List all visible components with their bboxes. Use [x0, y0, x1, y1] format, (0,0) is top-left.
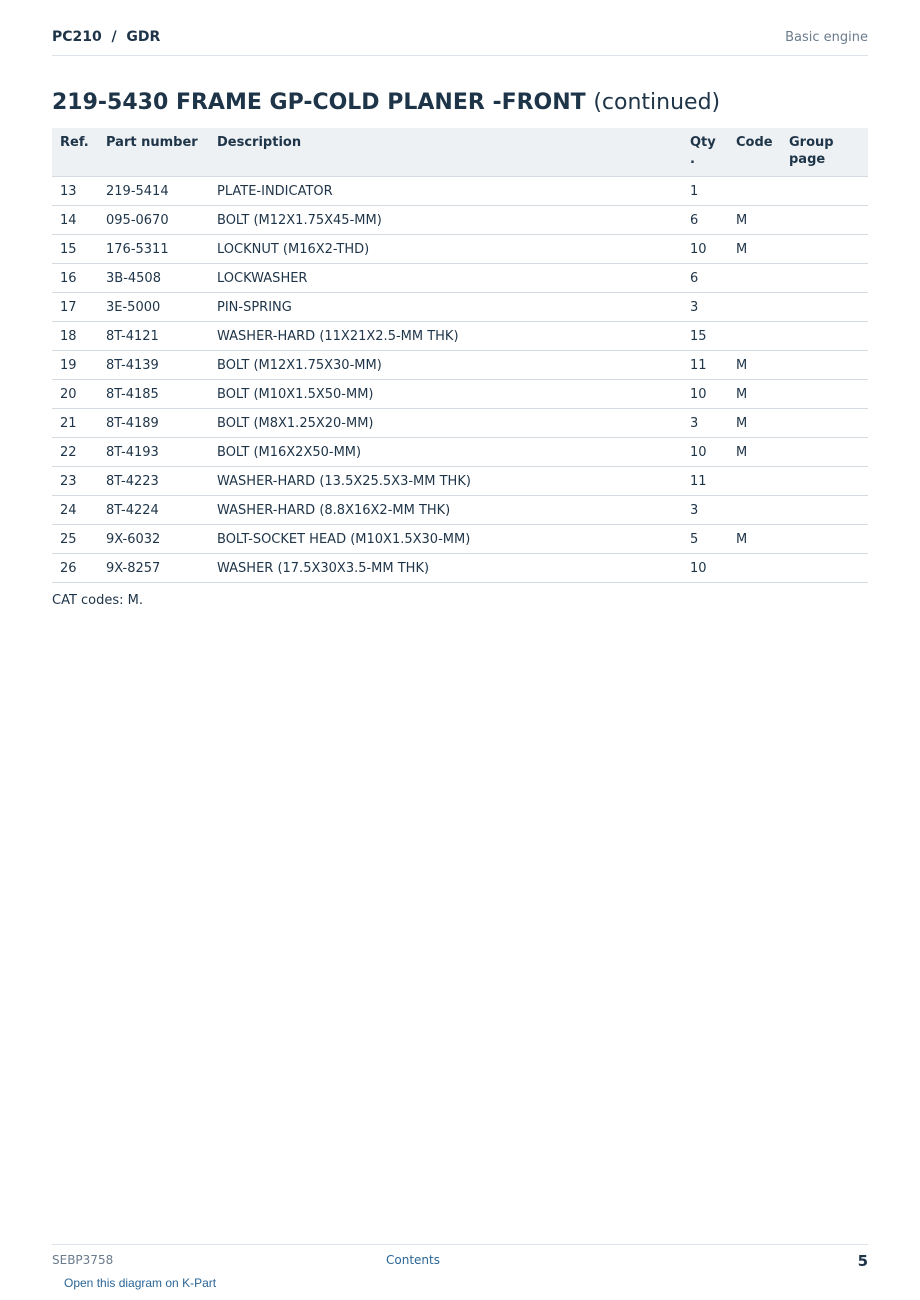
table-row	[52, 293, 868, 322]
qty-cell: 10	[682, 380, 728, 409]
table-row	[52, 177, 868, 206]
table-row	[52, 554, 868, 583]
part-number-cell: 176-5311	[98, 235, 209, 264]
table-row	[52, 409, 868, 438]
ref-cell: 15	[52, 235, 98, 264]
qty-cell: 11	[682, 351, 728, 380]
part-number-cell: 095-0670	[98, 206, 209, 235]
qty-cell: 6	[682, 264, 728, 293]
ref-cell: 25	[52, 525, 98, 554]
page-title-suffix: (continued)	[593, 90, 721, 115]
description-cell: BOLT (M12X1.75X45-MM)	[209, 206, 682, 235]
description-cell: BOLT-SOCKET HEAD (M10X1.5X30-MM)	[209, 525, 682, 554]
group-page-cell	[781, 177, 868, 206]
page-title-main: 219-5430 FRAME GP-COLD PLANER -FRONT	[52, 90, 586, 115]
qty-cell: 15	[682, 322, 728, 351]
cat-codes-note: CAT codes: M.	[52, 593, 144, 608]
part-number-cell: 8T-4224	[98, 496, 209, 525]
description-cell: PIN-SPRING	[209, 293, 682, 322]
qty-cell: 3	[682, 409, 728, 438]
code-cell: M	[728, 409, 781, 438]
code-cell	[728, 554, 781, 583]
column-header-ref: Ref.	[52, 128, 98, 177]
table-row	[52, 380, 868, 409]
qty-cell: 11	[682, 467, 728, 496]
page-title	[52, 88, 720, 118]
table-row	[52, 467, 868, 496]
group-page-cell	[781, 409, 868, 438]
qty-cell: 1	[682, 177, 728, 206]
qty-cell: 3	[682, 496, 728, 525]
part-number-cell: 3E-5000	[98, 293, 209, 322]
code-cell	[728, 496, 781, 525]
description-cell: LOCKWASHER	[209, 264, 682, 293]
column-header-description: Description	[209, 128, 682, 177]
group-page-cell	[781, 206, 868, 235]
column-header-qty: Qty .	[682, 128, 728, 177]
ref-cell: 13	[52, 177, 98, 206]
code-cell: M	[728, 351, 781, 380]
group-page-cell	[781, 264, 868, 293]
column-header-code: Code	[728, 128, 781, 177]
column-header-part-number: Part number	[98, 128, 209, 177]
table-row	[52, 525, 868, 554]
table-row	[52, 438, 868, 467]
table-row	[52, 322, 868, 351]
ref-cell: 19	[52, 351, 98, 380]
code-cell: M	[728, 380, 781, 409]
code-cell: M	[728, 525, 781, 554]
ref-cell: 24	[52, 496, 98, 525]
page-footer	[52, 1244, 868, 1295]
table-row	[52, 351, 868, 380]
description-cell: WASHER-HARD (13.5X25.5X3-MM THK)	[209, 467, 682, 496]
part-number-cell: 8T-4185	[98, 380, 209, 409]
qty-cell: 10	[682, 235, 728, 264]
ref-cell: 16	[52, 264, 98, 293]
ref-cell: 26	[52, 554, 98, 583]
ref-cell: 23	[52, 467, 98, 496]
code-cell: M	[728, 235, 781, 264]
group-page-cell	[781, 380, 868, 409]
group-page-cell	[781, 554, 868, 583]
part-number-cell: 8T-4139	[98, 351, 209, 380]
group-page-cell	[781, 293, 868, 322]
open-kpart-link[interactable]: Open this diagram on K-Part	[64, 1276, 217, 1290]
document-id: SEBP3758	[52, 1253, 114, 1267]
qty-cell: 6	[682, 206, 728, 235]
code-cell	[728, 177, 781, 206]
table-row	[52, 496, 868, 525]
table-row	[52, 264, 868, 293]
part-number-cell: 219-5414	[98, 177, 209, 206]
ref-cell: 14	[52, 206, 98, 235]
code-cell: M	[728, 206, 781, 235]
page-header	[52, 28, 868, 56]
group-page-cell	[781, 525, 868, 554]
part-number-cell: 9X-6032	[98, 525, 209, 554]
group-page-cell	[781, 235, 868, 264]
ref-cell: 20	[52, 380, 98, 409]
group-page-cell	[781, 467, 868, 496]
group-page-cell	[781, 496, 868, 525]
description-cell: PLATE-INDICATOR	[209, 177, 682, 206]
breadcrumb: PC210 / GDR	[52, 29, 161, 45]
part-number-cell: 8T-4189	[98, 409, 209, 438]
parts-table	[52, 128, 868, 583]
qty-cell: 10	[682, 554, 728, 583]
ref-cell: 21	[52, 409, 98, 438]
section-name: Basic engine	[785, 30, 868, 45]
page-number: 5	[857, 1252, 868, 1270]
description-cell: BOLT (M12X1.75X30-MM)	[209, 351, 682, 380]
description-cell: BOLT (M16X2X50-MM)	[209, 438, 682, 467]
qty-cell: 5	[682, 525, 728, 554]
code-cell	[728, 322, 781, 351]
description-cell: WASHER-HARD (8.8X16X2-MM THK)	[209, 496, 682, 525]
description-cell: WASHER-HARD (11X21X2.5-MM THK)	[209, 322, 682, 351]
column-header-group-page: Group page	[781, 128, 868, 177]
description-cell: BOLT (M8X1.25X20-MM)	[209, 409, 682, 438]
table-row	[52, 206, 868, 235]
group-page-cell	[781, 438, 868, 467]
code-cell	[728, 467, 781, 496]
description-cell: WASHER (17.5X30X3.5-MM THK)	[209, 554, 682, 583]
ref-cell: 22	[52, 438, 98, 467]
part-number-cell: 8T-4193	[98, 438, 209, 467]
code-cell	[728, 264, 781, 293]
part-number-cell: 8T-4121	[98, 322, 209, 351]
group-page-cell	[781, 322, 868, 351]
ref-cell: 17	[52, 293, 98, 322]
ref-cell: 18	[52, 322, 98, 351]
part-number-cell: 9X-8257	[98, 554, 209, 583]
table-row	[52, 235, 868, 264]
code-cell: M	[728, 438, 781, 467]
code-cell	[728, 293, 781, 322]
description-cell: LOCKNUT (M16X2-THD)	[209, 235, 682, 264]
parts-table-body	[52, 177, 868, 583]
qty-cell: 3	[682, 293, 728, 322]
group-page-cell	[781, 351, 868, 380]
contents-link[interactable]: Contents	[386, 1253, 440, 1267]
qty-cell: 10	[682, 438, 728, 467]
part-number-cell: 3B-4508	[98, 264, 209, 293]
part-number-cell: 8T-4223	[98, 467, 209, 496]
table-header-row	[52, 128, 868, 177]
description-cell: BOLT (M10X1.5X50-MM)	[209, 380, 682, 409]
